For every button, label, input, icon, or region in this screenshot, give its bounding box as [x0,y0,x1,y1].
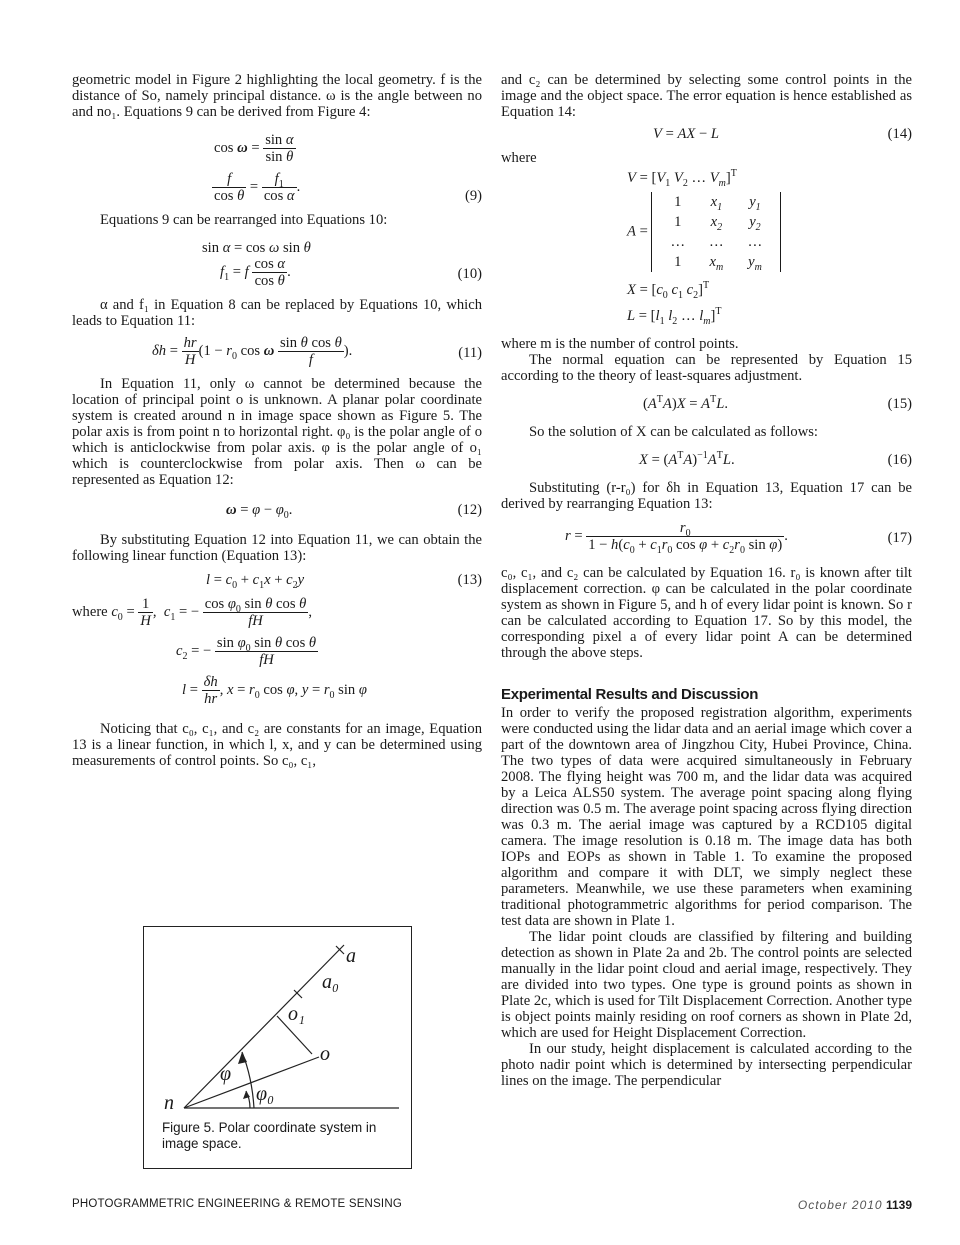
page-footer [798,1198,912,1212]
label-n: n [164,1092,174,1114]
paragraph: The lidar point clouds are classified by filtering and building detection as shown in Plate 2a and 2b. The control points are selected manually in the lidar point cloud and aerial image, respectively. They are divided into two types. One type is ground points as shown in Plate 2c, which is used for Tilt Displacement Correction. Another type is object points mainly residing on roof corners as shown in Plate 2d, which are used for Height Displacement Correction. [501,929,912,1041]
paragraph: where m is the number of control points. [501,336,739,352]
equation-12: $\omega = \varphi - \varphi_0$. (12) [226,502,482,521]
paragraph: The normal equation can be represented by Equation 15 according to the theory of least-squares adjustment. [501,352,912,384]
equation-number: (10) [457,266,482,282]
label-phi0: φ₀ [256,1083,275,1105]
journal-name: PHOTOGRAMMETRIC ENGINEERING & REMOTE SENSING [72,1198,402,1210]
label-o1: o₁ [288,1003,305,1025]
right-column [501,72,912,1089]
equation-number: (14) [887,126,912,142]
matrix-definitions: $V = [V_1$ $V_2$ … $V_m]^T$ A = 1 $x_1$ $y_1$ 1 $x_2$ $y_2$ … … … 1 $x_m$ $y_m$ $X = [c_0$ $c_1$ $c_2]^T$ $L = [l_1$ $l_2$ … $l_m]^T$ [501,170,912,324]
where-label: where [501,150,537,166]
section-heading: Experimental Results and Discussion [501,686,759,703]
figure-caption: Figure 5. Polar coordinate system in image space. [162,1120,377,1151]
paragraph: So the solution of X can be calculated as follows: [529,424,818,440]
equation-17: r = $\frac{r_0}{1 - h(c_0 + c_1r_0 \cos \varphi + c_2r_0 \sin \varphi)}$ . (17) [565,520,912,556]
label-a: a [346,945,356,967]
equation-number: (9) [464,188,482,204]
label-o: o [320,1043,330,1065]
paragraph: In Equation 11, only ω cannot be determined because the location of principal point o is unknown. A planar polar coordinate system is created around n in image space shown as Figure 5. The polar axis is from point n to horizontal right. φ₀ is the polar angle of o which is anticlockwise from polar axis. φ is the polar angle of o₁ which is counterclockwise from polar axis. Then ω can be represented as Equation 12: [72,376,482,488]
label-phi: φ [220,1063,232,1085]
paragraph: In our study, height displacement is calculated according to the photo nadir point which is determined by intersecting perpendicular lines on the image. The perpendicular [501,1041,912,1089]
equation-15: $(A^TA)X = A^TL$. (15) [643,394,912,412]
paragraph: Noticing that c₀, c₁, and c₂ are constants for an image, Equation 13 is a linear function, in which l, x, and y can be determined using measurements of control points. So c₀, c₁, [72,721,482,769]
equation-14: V = AX − L (14) [653,126,912,142]
equation-number: (15) [887,396,912,412]
page-number: 1139 [885,1198,912,1212]
paragraph: In order to verify the proposed registration algorithm, experiments were conducted using the lidar data and an aerial image which cover a part of the downtown area of Jingzhou City, Hubei Province, China. The two types of data were acquired simultaneously in February 2008. The flying height was 700 m, and the lidar data was acquired by a Leica ALS50 system. The average point spacing along flying direction was 0.5 m. The average point spacing across flying direction was 0.3 m. The aerial image was captured by a RCD105 digital camera. The image resolution is 0.18 m. The image data has both IOPs and EOPs as shown in Table 1. To examine the proposed algorithm and compare it with DLT, we simply neglect these parameters. Meanwhile, we use these parameters when examining traditional photogrammetric algorithms for period comparison. The test data are shown in Plate 1. [501,705,912,929]
equation-number: (16) [887,452,912,468]
equation-13: $l = c_0 + c_1x + c_2y$ where $c_0$ = $\frac{1}{H}$ , $c_1$ = − $\frac{\cos \varphi_0 \sin \theta \cos \theta}{fH}$ , $c_2$ = − $\frac{\sin \varphi_0 \sin \theta \cos \theta}{fH}$ l = $\frac{\delta h}{hr}$ , $x = r_0$ cos φ, $y = r_0$ sin φ (13) [72,572,482,707]
paragraph: Substituting (r-r₀) for δh in Equation 13, Equation 17 can be derived by rearranging Equation 13: [501,480,912,512]
equation-11: δh = $\frac{hr}{H}$ ($1 - r_0$ cos ω $\frac{\text{sin θ cos θ}}{f}$ ). (11) [152,335,482,368]
issue-date: October 2010 [797,1198,883,1212]
equation-16: $X = (A^TA)^{-1}A^TL$. (16) [639,450,912,468]
paragraph: geometric model in Figure 2 highlighting the local geometry. f is the distance of So, namely principal distance. ω is the angle between no and no₁. Equations 9 can be derived from Figure 4: [72,72,482,120]
ray-n-o [184,1057,319,1108]
equation-number: (13) [457,572,482,588]
equation-number: (17) [887,530,912,546]
figure-5 [143,926,412,1169]
label-a0: a₀ [322,971,339,993]
equation-10: sin α = cos ω sin θ $f_1 = f$ $\frac{\text{cos α}}{\text{cos θ}}$ . (10) [202,240,482,289]
paragraph: c₀, c₁, and c₂ can be calculated by Equation 16. r₀ is known after tilt displacement correction. φ can be calculated in the polar coordinate system as shown in Figure 5, and h of every lidar point is known. So r can be calculated according to Equation 17. So by this model, the corresponding pixel a of every lidar point A can be determined through the above steps. [501,565,912,661]
equation-9: cos ω = $\frac{\text{sin α}}{\text{sin θ}}$ $\frac{f}{\text{cos θ}}$ = $\frac{f_1}{\text{cos α}}$ . (9) [214,132,482,204]
left-column [72,72,482,769]
paragraph: Equations 9 can be rearranged into Equations 10: [100,212,388,228]
equation-number: (11) [458,345,482,361]
paragraph: By substituting Equation 12 into Equation 11, we can obtain the following linear function (Equation 13): [72,532,482,564]
paragraph: α and f₁ in Equation 8 can be replaced by Equations 10, which leads to Equation 11: [72,297,482,329]
equation-number: (12) [457,502,482,518]
paragraph: and c₂ can be determined by selecting some control points in the image and the object space. The error equation is hence established as Equation 14: [501,72,912,120]
